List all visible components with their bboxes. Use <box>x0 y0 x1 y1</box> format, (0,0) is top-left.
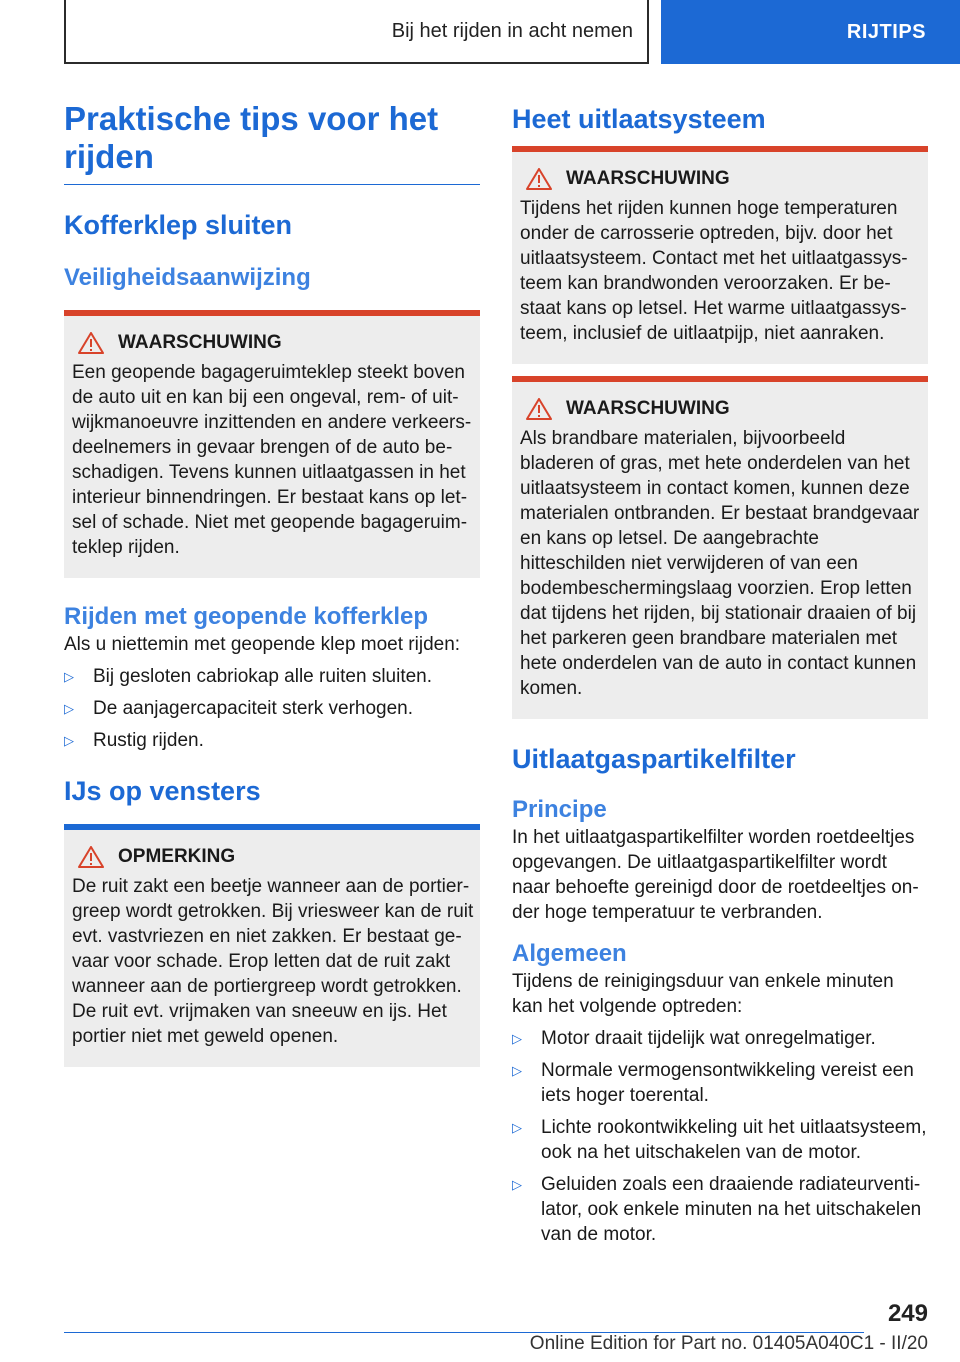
note-box-ijs <box>64 824 480 1067</box>
principe-text: In het uitlaatgaspartikelfilter worden roetdeeltjes opgevangen. De uitlaatgaspartikelfilter wordt naar behoefte gereinigd door de roetdeeltjes onder hoge temperatuur te verbranden. <box>512 827 919 923</box>
note-label: OPMERKING <box>118 846 236 867</box>
list-item: ▷ Motor draait tijdelijk wat onregelmatiger. <box>512 1028 876 1049</box>
list-item: ▷ Bij gesloten cabriokap alle ruiten sluiten. <box>64 666 433 687</box>
page-header <box>0 0 960 66</box>
list-item: ▷ De aanjagercapaciteit sterk verhogen. <box>64 698 414 719</box>
warning-box-kofferklep <box>64 310 480 578</box>
heading-algemeen: Algemeen <box>512 940 627 967</box>
intro-text: Als u niettemin met geopende klep moet rijden: <box>64 634 461 655</box>
heading-ijs-op-vensters: IJs op vensters <box>64 776 261 806</box>
list-item: ▷ Rustig rijden. <box>64 730 204 751</box>
bullet-icon: ▷ <box>64 701 74 716</box>
heading-uitlaatgaspartikelfilter: Uitlaatgaspartikelfilter <box>512 744 796 774</box>
edition-text: Online Edition for Part no. 01405A040C1 - II/20 <box>529 1333 928 1354</box>
bullet-icon: ▷ <box>512 1063 522 1078</box>
bullet-icon: ▷ <box>64 733 74 748</box>
bullet-list-algemeen <box>512 1026 928 1247</box>
warning-label: WAARSCHUWING <box>566 398 730 419</box>
note-text: De ruit zakt een beetje wanneer aan de portiergreep wordt getrokken. Bij vriesweer kan de ruit evt. vastvriezen en niet zakken. Er bestaat gevaar voor schade. Erop letten dat de ruit zakt wanneer aan de portiergreep wordt getrokken. De ruit evt. vrijmaken van sneeuw en ijs. Het portier niet met geweld openen. <box>72 876 474 1047</box>
heading-kofferklep-sluiten: Kofferklep sluiten <box>64 210 293 240</box>
section-title: Bij het rijden in acht nemen <box>64 0 649 64</box>
algemeen-intro: Tijdens de reinigingsduur van enkele minuten kan het volgende optreden: <box>512 971 894 1017</box>
bullet-icon: ▷ <box>512 1177 522 1192</box>
heading-rijden-geopende-kofferklep: Rijden met geopende kofferklep <box>64 603 429 630</box>
page-number: 249 <box>887 1300 928 1327</box>
chapter-tab: RIJTIPS <box>661 0 960 64</box>
right-column <box>512 100 928 1247</box>
heading-veiligheidsaanwijzing: Veiligheidsaanwijzing <box>64 264 311 291</box>
bullet-icon: ▷ <box>512 1120 522 1135</box>
heading-principe: Principe <box>512 796 607 823</box>
heading-heet-uitlaatsysteem: Heet uitlaatsysteem <box>512 104 766 134</box>
warning-label: WAARSCHUWING <box>118 332 282 353</box>
list-item: ▷ Lichte rookontwikkeling uit het uitlaatsysteem, ook na het uitschakelen van de motor. <box>512 1117 927 1163</box>
warning-box-brandbare-materialen <box>512 376 928 719</box>
page-title: Praktische tips voor het rijden <box>64 100 480 185</box>
warning-triangle-icon <box>526 168 552 190</box>
warning-text: Als brandbare materialen, bijvoorbeeld bladeren of gras, met hete onderdelen van het uitlaatsysteem in contact komen, kunnen deze materialen ontbranden. Er bestaat brandgevaar en kans op letsel. De aangebrachte hitteschilden niet verwijderen of van een bodembeschermingslaag voorzien. Erop letten dat tijdens het rijden, bij stationair draaien of bij het parkeren geen brandbare materialen met hete onderdelen van de auto in contact kunnen komen. <box>520 428 920 699</box>
list-item: ▷ Normale vermogensontwikkeling vereist een iets hoger toerental. <box>512 1060 914 1106</box>
warning-text: Tijdens het rijden kunnen hoge temperaturen onder de carrosserie optreden, bijv. door het uitlaatsysteem. Contact met het uitlaatgassysteem kan brandwonden veroorzaken. Er bestaat kans op letsel. Het warme uitlaatgassysteem, inclusief de uitlaatpijp, niet aanraken. <box>520 198 908 344</box>
list-item: ▷ Geluiden zoals een draaiende radiateurventilator, ook enkele minuten na het uitschakelen van de motor. <box>512 1174 922 1245</box>
bullet-icon: ▷ <box>64 669 74 684</box>
warning-triangle-icon <box>526 398 552 420</box>
warning-triangle-icon <box>78 846 104 868</box>
warning-triangle-icon <box>78 332 104 354</box>
bullet-icon: ▷ <box>512 1031 522 1046</box>
warning-text: Een geopende bagageruimteklep steekt boven de auto uit en kan bij een ongeval, rem- of uitwijkmanoeuvre inzittenden en andere verkeersdeelnemers in gevaar brengen of de auto beschadigen. Tevens kunnen uitlaatgassen in het interieur binnendringen. Er bestaat kans op letsel of schade. Niet met geopende bagageruimteklep rijden. <box>72 362 472 558</box>
warning-box-uitlaat-temperatuur <box>512 146 928 364</box>
bullet-list-geopend <box>64 664 480 753</box>
left-column <box>64 100 480 1067</box>
warning-label: WAARSCHUWING <box>566 168 730 189</box>
